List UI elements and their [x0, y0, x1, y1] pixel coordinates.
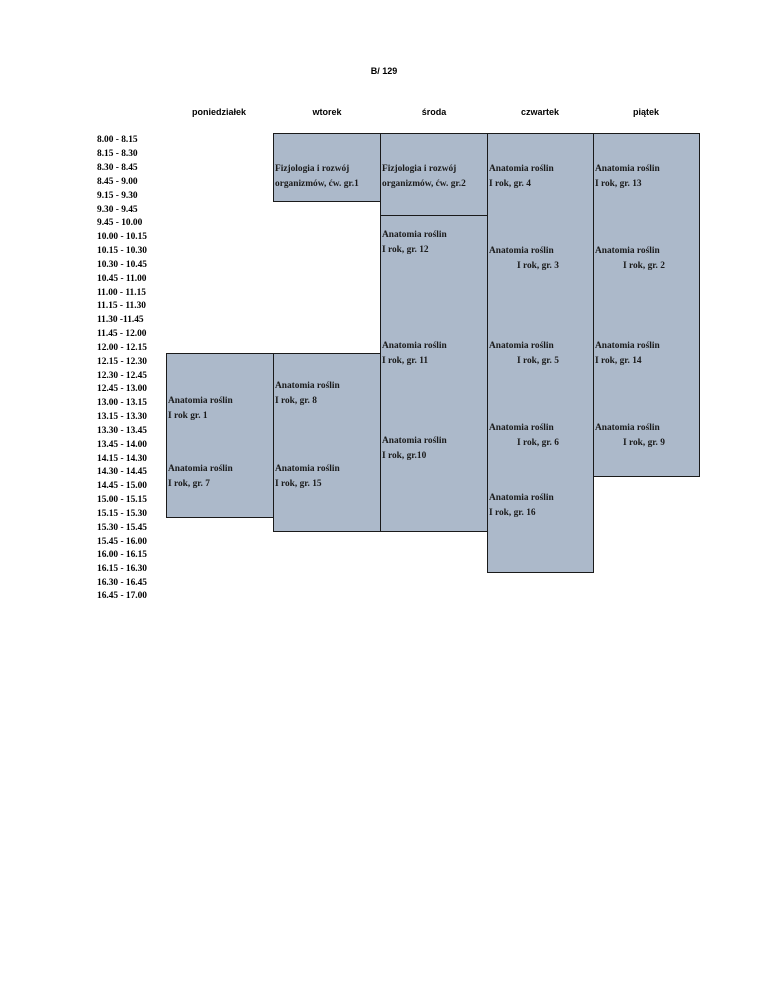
time-slot: 10.45 - 11.00 [97, 274, 147, 284]
class-label: Anatomia roślin I rok, gr. 13 [595, 164, 660, 189]
day-header-friday: piątek [632, 107, 659, 117]
time-slot: 8.15 - 8.30 [97, 149, 138, 159]
time-slot: 14.45 - 15.00 [97, 481, 147, 491]
time-slot: 16.30 - 16.45 [97, 578, 147, 588]
time-slot: 8.45 - 9.00 [97, 177, 138, 187]
time-slot: 10.15 - 10.30 [97, 246, 147, 256]
class-block-monday[interactable] [166, 353, 274, 518]
class-label: Anatomia roślin I rok, gr. 12 [382, 230, 447, 255]
time-slot: 10.00 - 10.15 [97, 232, 147, 242]
time-slot: 13.30 - 13.45 [97, 426, 147, 436]
class-label: Anatomia roślin I rok, gr. 15 [275, 464, 340, 489]
class-label: Anatomia roślin I rok, gr. 9 [595, 423, 665, 448]
time-slot: 14.15 - 14.30 [97, 454, 147, 464]
time-slot: 9.15 - 9.30 [97, 191, 138, 201]
time-slot: 10.30 - 10.45 [97, 260, 147, 270]
day-header-monday: poniedziałek [191, 107, 246, 117]
time-slot: 13.45 - 14.00 [97, 440, 147, 450]
time-slot: 16.15 - 16.30 [97, 564, 147, 574]
class-label: Fizjologia i rozwój organizmów, ćw. gr.2 [382, 164, 466, 189]
time-slot: 12.30 - 12.45 [97, 371, 147, 381]
day-header-wednesday: środa [421, 107, 447, 117]
time-slot: 15.00 - 15.15 [97, 495, 147, 505]
time-slot: 16.00 - 16.15 [97, 550, 147, 560]
time-slot: 8.00 - 8.15 [97, 135, 138, 145]
day-header-tuesday: wtorek [312, 107, 342, 117]
class-label: Anatomia roślin I rok, gr. 6 [489, 423, 559, 448]
room-title: B/ 129 [370, 66, 398, 76]
class-label: Anatomia roślin I rok, gr. 3 [489, 246, 559, 271]
time-slot: 15.15 - 15.30 [97, 509, 147, 519]
time-slot: 12.45 - 13.00 [97, 384, 147, 394]
class-label: Anatomia roślin I rok, gr.10 [382, 436, 447, 461]
class-label: Fizjologia i rozwój organizmów, ćw. gr.1 [275, 164, 359, 189]
time-slot: 11.15 - 11.30 [97, 301, 146, 311]
class-label: Anatomia roślin I rok, gr. 11 [382, 341, 447, 366]
time-slot: 11.00 - 11.15 [97, 288, 146, 298]
time-slot: 11.30 -11.45 [97, 315, 144, 325]
day-header-thursday: czwartek [520, 107, 560, 117]
class-label: Anatomia roślin I rok, gr. 2 [595, 246, 665, 271]
time-slot: 14.30 - 14.45 [97, 467, 147, 477]
class-label: Anatomia roślin I rok, gr. 16 [489, 493, 554, 518]
time-slot: 16.45 - 17.00 [97, 591, 147, 601]
class-label: Anatomia roślin I rok, gr. 8 [275, 381, 340, 406]
class-block-wednesday-anatomia[interactable] [380, 215, 488, 532]
time-slot: 15.30 - 15.45 [97, 523, 147, 533]
class-label: Anatomia roślin I rok, gr. 4 [489, 164, 554, 189]
time-slot: 11.45 - 12.00 [97, 329, 147, 339]
time-slot: 13.15 - 13.30 [97, 412, 147, 422]
time-slot: 8.30 - 8.45 [97, 163, 138, 173]
time-slot: 9.30 - 9.45 [97, 205, 138, 215]
time-slot: 12.00 - 12.15 [97, 343, 147, 353]
time-slot: 9.45 - 10.00 [97, 218, 143, 228]
class-label: Anatomia roślin I rok, gr. 5 [489, 341, 559, 366]
time-slot: 12.15 - 12.30 [97, 357, 147, 367]
time-slot: 13.00 - 13.15 [97, 398, 147, 408]
class-label: Anatomia roślin I rok, gr. 7 [168, 464, 233, 489]
time-slot: 15.45 - 16.00 [97, 537, 147, 547]
class-label: Anatomia roślin I rok gr. 1 [168, 396, 233, 421]
class-label: Anatomia roślin I rok, gr. 14 [595, 341, 660, 366]
